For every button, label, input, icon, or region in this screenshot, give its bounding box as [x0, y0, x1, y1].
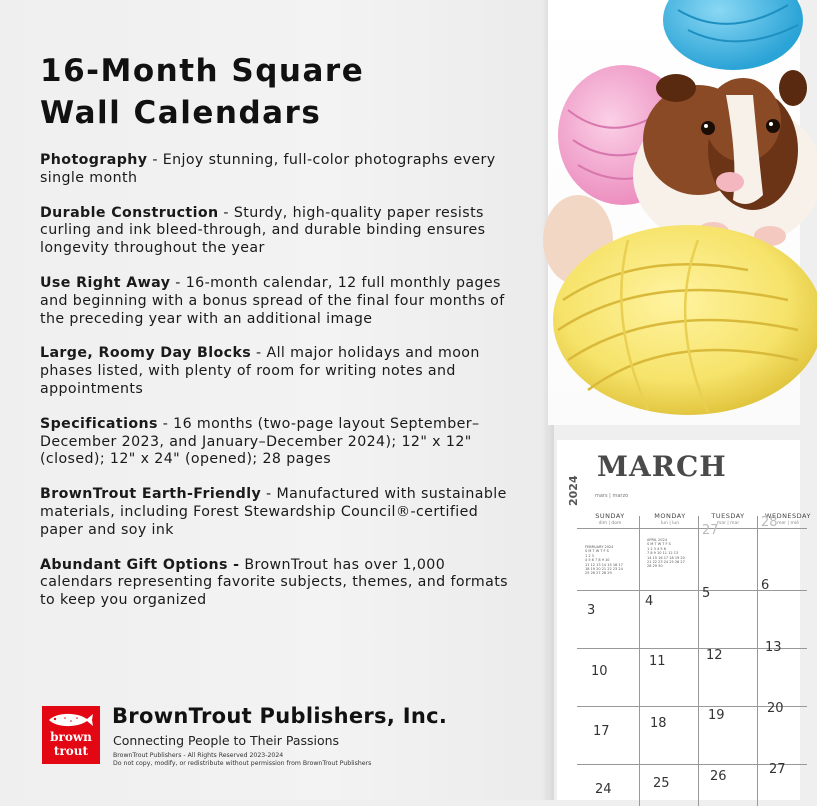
- grid-line: [698, 516, 699, 806]
- logo-text-trout: trout: [53, 744, 89, 758]
- title-line-2: Wall Calendars: [40, 95, 322, 131]
- date-cell: 27: [702, 523, 719, 538]
- guinea-pig-yarn-photo: [548, 0, 800, 425]
- feature-heading: Abundant Gift Options -: [40, 556, 240, 573]
- date-cell: 28: [761, 515, 778, 530]
- calendar-month: MARCH: [597, 450, 727, 483]
- feature-gift-options: [40, 557, 510, 610]
- calendar-photo: [548, 0, 800, 425]
- date-cell: 18: [650, 716, 667, 731]
- calendar-year: 2024: [567, 475, 580, 506]
- feature-earth-friendly: [40, 486, 510, 539]
- feature-text: BrownTrout has over 1,000 calendars representing favorite subjects, themes, and formats to keep you organized: [40, 556, 508, 609]
- feature-text: - Sturdy, high-quality paper resists curling and ink bleed-through, and durable binding ensures longevity throughout the year: [40, 204, 486, 257]
- feature-specifications: [40, 416, 510, 469]
- date-cell: 26: [710, 769, 727, 784]
- feature-durable-construction: [40, 205, 510, 258]
- mini-calendar-row: 1 2 3 4 5 6: [647, 546, 666, 551]
- mini-calendar-row: 28 29 30: [647, 564, 663, 569]
- mini-calendar-title: APRIL 2024: [647, 538, 667, 542]
- day-header-sub: dim | dom: [598, 521, 622, 526]
- date-cell: 11: [649, 654, 666, 669]
- calendar-month-translation: mars | marzo: [595, 493, 629, 499]
- day-header-tuesday: TUESDAY: [711, 512, 745, 520]
- date-cell: 24: [595, 782, 612, 797]
- feature-heading: BrownTrout Earth-Friendly: [40, 486, 262, 503]
- grid-line: [639, 516, 640, 806]
- copyright-notice: [113, 752, 443, 768]
- feature-day-blocks: [40, 345, 510, 398]
- copyright-line-2: Do not copy, modify, or redistribute without permission from BrownTrout Publishers: [113, 760, 372, 767]
- mini-calendar-header: S M T W T F S: [585, 549, 609, 554]
- feature-heading: Specifications: [40, 415, 158, 432]
- mini-calendar-row: 11 12 13 14 15 16 17: [585, 562, 623, 567]
- day-header-monday: MONDAY: [654, 512, 686, 520]
- date-cell: 10: [591, 664, 608, 679]
- feature-text: - 16-month calendar, 12 full monthly pages and beginning with a bonus spread of the final four months of the preceding year with an additional image: [40, 274, 505, 327]
- feature-text: - Manufactured with sustainable materials, including Forest Stewardship Council®-certified paper and soy ink: [40, 486, 507, 538]
- mini-calendar-row: 21 22 23 24 25 26 27: [647, 560, 685, 565]
- date-cell: 13: [765, 640, 782, 655]
- day-header-sub: mer | mié: [777, 521, 799, 526]
- date-cell: 17: [593, 724, 610, 739]
- mini-calendar-row: 18 19 20 21 22 23 24: [585, 567, 623, 572]
- publisher-tagline: Connecting People to Their Passions: [113, 733, 340, 748]
- day-header-wednesday: WEDNESDAY: [765, 512, 811, 520]
- copyright-line-1: BrownTrout Publishers - All Rights Reserved 2023-2024: [113, 752, 284, 759]
- mini-calendar-row: 25 26 27 28 29: [585, 571, 612, 576]
- feature-photography: [40, 152, 510, 188]
- date-cell: 3: [587, 603, 596, 618]
- publisher-block: [42, 706, 522, 786]
- date-cell: 20: [767, 701, 784, 716]
- feature-heading: Photography: [40, 152, 148, 168]
- mini-calendar-row: 4 5 6 7 8 9 10: [585, 558, 610, 563]
- logo-text-brown: brown: [50, 730, 92, 744]
- mini-calendar-header: S M T W T F S: [647, 542, 671, 547]
- date-cell: 4: [645, 594, 654, 609]
- mini-calendar-row: 14 15 16 17 18 19 20: [647, 555, 685, 560]
- feature-heading: Durable Construction: [40, 204, 219, 221]
- feature-text: - Enjoy stunning, full-color photographs every single month: [40, 152, 496, 186]
- calendar-grid-page: [557, 440, 811, 800]
- feature-heading: Use Right Away: [40, 274, 171, 291]
- date-cell: 6: [761, 578, 770, 593]
- mini-calendar-row: 7 8 9 10 11 12 13: [647, 551, 679, 556]
- day-header-sub: mar | mar: [716, 521, 740, 526]
- browntrout-logo: [42, 706, 100, 764]
- day-header-sunday: SUNDAY: [595, 512, 625, 520]
- page-title: [40, 50, 520, 134]
- feature-use-right-away: [40, 275, 510, 328]
- feature-text: - All major holidays and moon phases listed, with plenty of room for writing notes and appointments: [40, 345, 480, 397]
- mini-calendar-april: [647, 538, 693, 569]
- mini-calendar-title: FEBRUARY 2024: [585, 545, 614, 549]
- grid-line: [577, 590, 807, 591]
- mini-calendar-february: [585, 545, 631, 576]
- date-cell: 5: [702, 586, 711, 601]
- feature-text: - 16 months (two-page layout September–December 2023, and January–December 2024); 12" x 12" (closed); 12" x 24" (opened); 28 pages: [40, 415, 480, 468]
- grid-line: [757, 516, 758, 806]
- feature-list: [40, 152, 510, 627]
- title-line-1: 16-Month Square: [40, 53, 365, 89]
- date-cell: 12: [706, 648, 723, 663]
- date-cell: 27: [769, 762, 786, 777]
- date-cell: 19: [708, 708, 725, 723]
- mini-calendar-row: 1 2 3: [585, 553, 594, 558]
- feature-heading: Large, Roomy Day Blocks: [40, 345, 252, 362]
- trout-fish-icon: [47, 710, 95, 730]
- publisher-name: BrownTrout Publishers, Inc.: [112, 704, 448, 728]
- day-header-sub: lun | lun: [660, 521, 680, 526]
- date-cell: 25: [653, 776, 670, 791]
